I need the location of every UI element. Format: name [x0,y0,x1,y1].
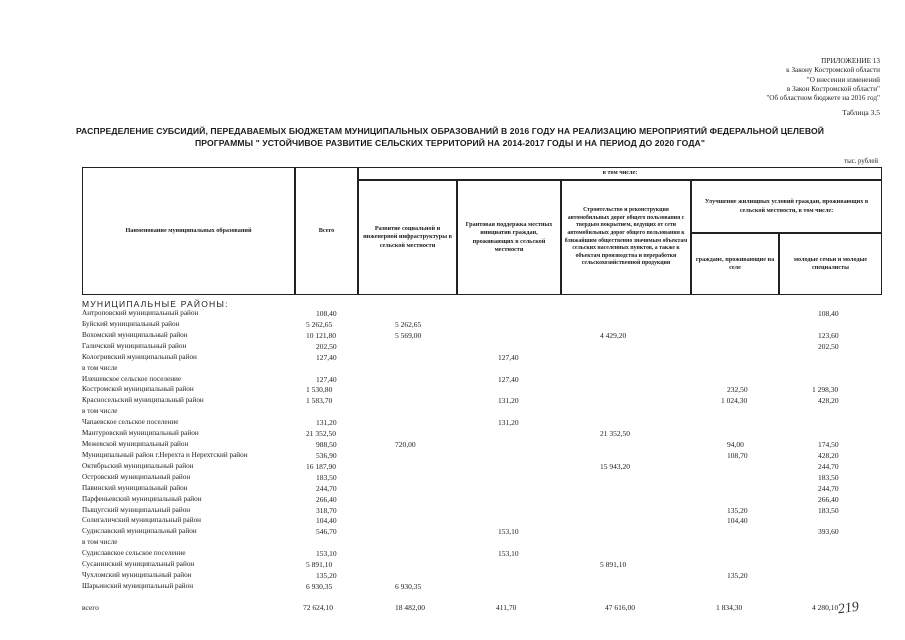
row-citizens: 135,20 [727,571,748,580]
title-line-1: РАСПРЕДЕЛЕНИЕ СУБСИДИЙ, ПЕРЕДАВАЕМЫХ БЮДЖЕТАМ МУНИЦИПАЛЬНЫХ ОБРАЗОВАНИЙ В 2016 ГОДУ НА РЕАЛИЗАЦИЮ МЕРОПРИЯТИЙ ФЕДЕРАЛЬНОЙ ЦЕЛЕВОЙ [75,126,825,136]
row-name: Судиславское сельское поселение [82,549,186,557]
row-name: Солигаличский муниципальный район [82,516,202,524]
row-youth: 183,50 [818,473,839,482]
total-citizens: 1 834,30 [716,603,743,612]
row-name: Илешевское сельское поселение [82,375,182,383]
row-total: 266,40 [316,495,337,504]
row-name: Мантуровский муниципальный район [82,429,199,437]
row-total: 6 930,35 [306,582,333,591]
row-total: 135,20 [316,571,337,580]
row-youth: 393,60 [818,527,839,536]
row-roads: 4 429,20 [600,331,627,340]
row-name: Кологривский муниципальный район [82,353,197,361]
row-total: 244,70 [316,484,337,493]
page-number: 219 [836,599,860,618]
header-including: в том числе: [358,167,882,180]
row-infra: 720,00 [395,440,416,449]
total-all: 72 624,10 [303,603,333,612]
annex-line: "О внесении изменений [806,75,880,84]
total-youth: 4 280,10 [812,603,839,612]
title-line-2: ПРОГРАММЫ " УСТОЙЧИВОЕ РАЗВИТИЕ СЕЛЬСКИХ ТЕРРИТОРИЙ НА 2014-2017 ГОДЫ И НА ПЕРИОД ДО 2020 ГОДА" [194,138,706,148]
row-name: Пыщугский муниципальный район [82,506,191,514]
total-infra: 18 482,00 [395,603,425,612]
row-citizens: 1 024,30 [721,396,748,405]
row-total: 318,70 [316,506,337,515]
header-citizens: граждане, проживающие на селе [691,233,779,295]
document-title [60,125,840,149]
row-name: в том числе [82,407,118,415]
total-grant: 411,70 [496,603,517,612]
row-grant: 131,20 [498,396,519,405]
annex-line: в Закон Костромской области" [786,84,880,93]
row-name: Вохомский муниципальный район [82,331,188,339]
annex-line: к Закону Костромской области [786,66,880,75]
row-name: Чапаевское сельское поселение [82,418,179,426]
row-name: Судиславский муниципальный район [82,527,197,535]
annex-line: "Об областном бюджете на 2016 год" [766,94,880,103]
row-total: 108,40 [316,309,337,318]
row-youth: 202,50 [818,342,839,351]
row-name: Павинский муниципальный район [82,484,188,492]
row-total: 183,50 [316,473,337,482]
row-total: 988,50 [316,440,337,449]
row-name: Муниципальный район г.Нерехта и Нерехтский район [82,451,248,459]
row-name: Галичский муниципальный район [82,342,187,350]
row-youth: 123,60 [818,331,839,340]
row-youth: 428,20 [818,396,839,405]
row-name: Красносельский муниципальный район [82,396,204,404]
header-total: Всего [295,167,358,295]
row-youth: 244,70 [818,462,839,471]
row-name: Парфеньевский муниципальный район [82,495,202,503]
row-grant: 127,40 [498,353,519,362]
row-infra: 5 569,00 [395,331,422,340]
header-infra: Развитие социальной и инженерной инфраструктуры в сельской местности [358,180,457,295]
row-total: 546,70 [316,527,337,536]
row-total: 5 891,10 [306,560,333,569]
row-grant: 127,40 [498,375,519,384]
row-name: в том числе [82,364,118,372]
row-grant: 131,20 [498,418,519,427]
row-total: 127,40 [316,375,337,384]
units-label: тыс. рублей [844,158,878,165]
row-total: 5 262,65 [306,320,333,329]
annex-block [660,57,880,103]
row-name: Октябрьский муниципальный район [82,462,194,470]
row-infra: 6 930,35 [395,582,422,591]
row-total: 10 121,80 [306,331,336,340]
row-name: Шарьинский муниципальный район [82,582,194,590]
row-name: Сусанинский муниципальный район [82,560,195,568]
row-name: Межевской муниципальный район [82,440,189,448]
header-roads: Строительство и реконструкция автомобильных дорог общего пользования с твердым покрытием, ведущих от сети автомобильных дорог общего пользования к ближайшим общественно значимым объектам сельских населенных пунктов, а также к объектам производства и переработки сельскохозяйственной продукции [561,180,691,295]
row-grant: 153,10 [498,549,519,558]
row-citizens: 108,70 [727,451,748,460]
row-name: Чухломский муниципальный район [82,571,192,579]
section-title: МУНИЦИПАЛЬНЫЕ РАЙОНЫ: [82,299,229,309]
row-total: 131,20 [316,418,337,427]
header-grant: Грантовая поддержка местных инициатив граждан, проживающих в сельской местности [457,180,561,295]
row-name: Островский муниципальный район [82,473,191,481]
row-total: 16 187,90 [306,462,336,471]
row-youth: 1 298,30 [812,385,839,394]
annex-line: ПРИЛОЖЕНИЕ 13 [821,57,880,65]
row-youth: 244,70 [818,484,839,493]
row-citizens: 94,00 [727,440,744,449]
row-roads: 5 891,10 [600,560,627,569]
row-grant: 153,10 [498,527,519,536]
row-total: 127,40 [316,353,337,362]
row-youth: 183,50 [818,506,839,515]
row-total: 1 583,70 [306,396,333,405]
row-total: 202,50 [316,342,337,351]
row-citizens: 135,20 [727,506,748,515]
row-name: Буйский муниципальный район [82,320,180,328]
header-youth: молодые семьи и молодые специалисты [779,233,882,295]
row-infra: 5 262,65 [395,320,422,329]
total-label: всего [82,603,99,612]
total-roads: 47 616,00 [605,603,635,612]
row-name: в том числе [82,538,118,546]
row-youth: 428,20 [818,451,839,460]
row-name: Антроповский муниципальный район [82,309,199,317]
header-housing: Улучшение жилищных условий граждан, проживающих в сельской местности, в том числе: [691,180,882,233]
row-name: Костромской муниципальный район [82,385,194,393]
header-name: Наименование муниципальных образований [82,167,295,295]
table-number: Таблица 3.5 [842,108,880,117]
row-total: 536,90 [316,451,337,460]
row-roads: 21 352,50 [600,429,630,438]
row-total: 1 530,80 [306,385,333,394]
row-roads: 15 943,20 [600,462,630,471]
row-youth: 266,40 [818,495,839,504]
row-youth: 174,50 [818,440,839,449]
row-total: 153,10 [316,549,337,558]
row-total: 21 352,50 [306,429,336,438]
row-total: 104,40 [316,516,337,525]
row-citizens: 232,50 [727,385,748,394]
row-youth: 108,40 [818,309,839,318]
row-citizens: 104,40 [727,516,748,525]
